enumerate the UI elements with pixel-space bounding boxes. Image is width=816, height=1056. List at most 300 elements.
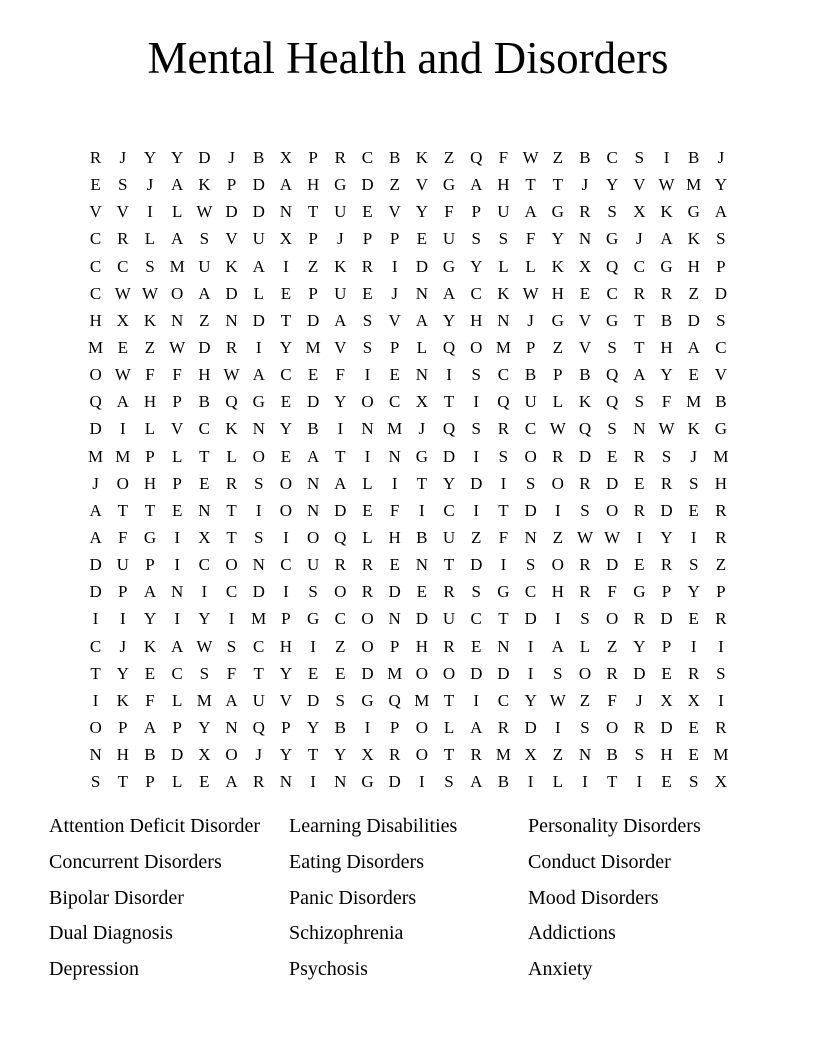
grid-letter: F [226,663,237,683]
grid-letter: E [335,663,346,683]
grid-letter: X [633,202,646,222]
grid-letter: Q [606,256,619,276]
grid-letter: I [92,609,99,629]
grid-letter: I [310,772,316,792]
grid-letter: A [143,717,157,737]
grid-letter: U [524,392,537,412]
grid-letter: P [716,256,726,276]
grid-letter: B [579,365,591,385]
grid-letter: V [714,365,728,385]
grid-letter: J [146,175,154,195]
grid-letter: C [606,283,618,303]
grid-letter: S [661,446,672,466]
grid-letter: N [415,555,428,575]
grid-letter: R [633,717,646,737]
grid-letter: Z [688,283,699,303]
grid-letter: N [279,772,293,792]
grid-letter: S [607,337,617,357]
grid-letter: S [580,609,590,629]
grid-letter: O [606,609,619,629]
grid-letter: W [549,690,566,710]
grid-letter: Y [143,148,157,167]
grid-letter: D [306,392,320,412]
grid-letter: P [661,582,672,602]
grid-letter: A [143,582,157,602]
grid-letter: D [252,202,265,222]
grid-letter: U [334,202,347,222]
grid-letter: O [225,745,238,765]
grid-letter: N [497,310,510,330]
grid-letter: A [551,636,564,656]
grid-letter: B [715,392,727,412]
grid-row [82,605,735,632]
grid-letter: E [416,582,428,602]
grid-letter: M [169,256,185,276]
grid-letter: P [525,337,536,357]
grid-row [82,415,735,442]
grid-letter: Y [279,337,293,357]
grid-letter: C [497,365,510,385]
grid-letter: A [633,365,646,385]
grid-letter: A [171,229,184,249]
grid-letter: S [362,310,373,330]
grid-letter: G [143,527,157,547]
grid-letter: S [716,310,726,330]
grid-letter: Y [687,582,700,602]
grid-letter: T [117,500,128,520]
grid-letter: I [364,717,371,737]
grid-letter: R [253,772,265,792]
grid-letter: O [470,337,483,357]
grid-letter: L [416,337,428,357]
grid-letter: X [714,772,728,792]
grid-letter: D [225,283,238,303]
grid-letter: S [308,582,318,602]
grid-letter: M [495,745,511,765]
grid-letter: P [118,582,128,602]
grid-letter: I [663,148,670,167]
grid-letter: E [688,365,699,385]
grid-letter: F [498,527,509,547]
grid-letter: X [524,745,537,765]
grid-letter: L [253,283,264,303]
grid-letter: S [634,392,645,412]
grid-letter: X [687,690,700,710]
grid-letter: S [444,772,454,792]
grid-letter: D [415,256,428,276]
grid-letter: K [687,229,700,249]
grid-letter: D [388,772,401,792]
grid-letter: C [198,555,211,575]
grid-letter: L [525,256,536,276]
grid-letter: O [334,582,347,602]
grid-letter: F [335,365,346,385]
grid-letter: J [119,636,127,656]
word-list-column-2 [289,809,528,988]
grid-letter: N [334,772,347,792]
grid-letter: C [524,419,537,439]
grid-letter: T [498,500,509,520]
grid-letter: D [606,473,619,493]
grid-letter: D [388,582,401,602]
grid-letter: D [687,310,700,330]
grid-letter: K [578,392,592,412]
grid-letter: X [361,745,374,765]
word-item: Anxiety [528,958,593,980]
grid-letter: R [715,717,727,737]
grid-letter: E [688,500,699,520]
grid-letter: T [552,175,563,195]
grid-letter: Z [199,310,210,330]
grid-letter: D [660,500,673,520]
grid-letter: S [607,202,617,222]
grid-letter: L [171,202,183,222]
grid-letter: I [554,500,561,520]
grid-letter: M [115,446,131,466]
grid-letter: P [389,337,400,357]
grid-letter: O [415,745,428,765]
grid-letter: I [527,772,534,792]
grid-letter: R [117,229,129,249]
grid-letter: H [551,582,564,602]
grid-letter: P [389,229,400,249]
grid-letter: Z [715,555,727,575]
grid-letter: R [470,745,482,765]
grid-letter: G [334,175,347,195]
grid-letter: S [471,365,481,385]
grid-letter: I [283,582,289,602]
grid-letter: E [362,283,373,303]
grid-letter: D [306,310,320,330]
grid-letter: Q [470,148,483,167]
grid-letter: T [307,202,319,222]
grid-letter: E [307,663,319,683]
grid-letter: F [607,690,617,710]
grid-letter: S [253,473,264,493]
grid-row [82,361,735,388]
grid-letter: R [225,337,238,357]
grid-letter: N [225,310,238,330]
grid-letter: X [279,229,293,249]
grid-letter: E [389,365,400,385]
grid-letter: M [305,337,321,357]
grid-letter: P [308,229,318,249]
grid-letter: A [171,636,184,656]
grid-letter: I [473,690,480,710]
grid-letter: I [310,636,316,656]
grid-letter: N [89,745,102,765]
grid-letter: S [145,256,155,276]
grid-letter: R [497,717,510,737]
grid-letter: F [661,392,672,412]
grid-letter: A [252,256,265,276]
grid-letter: E [280,446,292,466]
grid-letter: I [718,636,724,656]
word-item: Eating Disorders [289,850,424,873]
grid-letter: R [633,609,646,629]
grid-letter: I [718,690,724,710]
grid-letter: Q [225,392,238,412]
grid-letter: X [116,310,129,330]
grid-letter: W [114,283,131,303]
grid-letter: E [307,365,319,385]
grid-letter: O [578,663,592,683]
grid-letter: H [551,283,564,303]
word-item: Attention Deficit Disorder [49,815,261,837]
grid-letter: F [118,527,128,547]
grid-letter: R [579,555,591,575]
grid-letter: B [334,717,346,737]
grid-letter: K [660,202,673,222]
grid-letter: S [634,745,645,765]
grid-letter: T [226,500,237,520]
grid-letter: I [500,555,507,575]
grid-letter: D [89,419,102,439]
grid-letter: F [389,500,400,520]
grid-letter: R [633,500,646,520]
grid-letter: V [116,202,129,222]
grid-letter: I [283,527,289,547]
grid-row [82,470,735,497]
grid-letter: A [89,527,102,547]
grid-letter: W [141,283,158,303]
grid-letter: F [145,690,155,710]
grid-letter: S [90,772,101,792]
grid-letter: Z [552,337,563,357]
grid-letter: L [362,473,373,493]
grid-letter: C [225,582,238,602]
grid-letter: T [226,527,237,547]
word-search-grid [82,144,735,795]
grid-letter: P [471,202,481,222]
grid-letter: W [604,527,621,547]
grid-letter: O [551,473,564,493]
grid-letter: C [280,365,292,385]
grid-letter: H [714,473,728,493]
grid-letter: O [551,555,564,575]
grid-letter: P [172,717,182,737]
word-list-column-1 [49,809,289,988]
grid-letter: I [201,582,208,602]
grid-letter: I [174,527,180,547]
grid-letter: L [226,446,237,466]
grid-letter: T [634,310,645,330]
grid-letter: G [551,202,564,222]
grid-letter: N [306,473,320,493]
grid-letter: L [171,772,183,792]
grid-letter: L [171,446,183,466]
grid-letter: D [415,609,428,629]
grid-letter: U [252,229,265,249]
grid-letter: X [198,745,211,765]
grid-letter: O [279,473,293,493]
grid-letter: C [89,229,102,249]
grid-letter: W [549,419,566,439]
grid-letter: R [715,527,727,547]
grid-row [82,253,735,280]
grid-letter: E [199,473,210,493]
grid-letter: R [660,283,673,303]
grid-letter: H [497,175,510,195]
grid-letter: G [361,772,374,792]
grid-letter: T [443,690,455,710]
grid-letter: C [470,609,482,629]
grid-letter: D [524,609,537,629]
grid-letter: Z [552,745,563,765]
grid-letter: Y [470,256,483,276]
grid-row [82,687,735,714]
grid-letter: Y [198,717,211,737]
grid-letter: Y [660,365,673,385]
grid-letter: F [172,365,182,385]
grid-letter: E [688,717,699,737]
grid-letter: I [92,690,99,710]
grid-letter: T [117,772,128,792]
grid-letter: S [253,527,264,547]
grid-letter: Y [714,175,728,195]
grid-letter: N [252,419,265,439]
grid-letter: I [119,609,126,629]
grid-row [82,280,735,307]
grid-letter: A [415,310,428,330]
grid-letter: E [90,175,101,195]
grid-letter: H [687,256,700,276]
grid-letter: D [361,663,374,683]
grid-letter: B [253,148,265,167]
grid-letter: I [473,446,480,466]
grid-letter: I [283,256,289,276]
grid-letter: R [660,473,673,493]
grid-letter: A [334,473,347,493]
grid-letter: L [552,772,563,792]
grid-letter: Y [306,717,320,737]
grid-letter: S [226,636,237,656]
grid-letter: D [306,690,320,710]
grid-letter: S [688,772,699,792]
grid-letter: B [660,310,673,330]
grid-letter: V [388,202,401,222]
grid-letter: P [308,283,318,303]
grid-letter: B [524,365,537,385]
grid-letter: N [388,609,401,629]
grid-letter: F [607,582,617,602]
grid-letter: I [527,636,534,656]
grid-letter: B [688,148,700,167]
grid-letter: E [634,555,645,575]
grid-letter: Q [388,690,401,710]
grid-letter: S [525,473,536,493]
grid-letter: A [470,175,483,195]
grid-letter: S [716,229,726,249]
grid-letter: J [636,690,643,710]
grid-letter: V [279,690,293,710]
grid-letter: P [145,446,155,466]
word-item: Panic Disorders [289,886,417,909]
grid-letter: A [279,175,293,195]
grid-letter: M [414,690,430,710]
grid-row [82,578,735,605]
grid-letter: Q [606,365,619,385]
grid-letter: I [527,663,534,683]
grid-letter: S [471,582,481,602]
grid-letter: E [389,555,400,575]
grid-letter: T [525,175,536,195]
grid-letter: G [551,310,564,330]
grid-letter: N [415,365,428,385]
grid-letter: I [119,419,126,439]
grid-letter: I [174,555,180,575]
grid-letter: I [690,527,697,547]
grid-letter: I [554,609,561,629]
grid-letter: C [715,337,727,357]
grid-letter: G [415,446,428,466]
grid-letter: S [634,148,645,167]
grid-letter: Y [171,148,184,167]
grid-letter: Y [415,202,428,222]
grid-letter: J [690,446,698,466]
grid-letter: S [498,229,509,249]
grid-letter: V [225,229,238,249]
grid-letter: D [442,446,456,466]
grid-letter: D [497,663,510,683]
grid-letter: E [688,745,699,765]
grid-letter: T [280,310,292,330]
grid-letter: Z [335,636,346,656]
grid-row [82,443,735,470]
grid-letter: W [522,148,539,167]
grid-letter: L [498,256,509,276]
grid-letter: Y [143,609,157,629]
grid-letter: S [688,555,699,575]
grid-letter: M [713,745,729,765]
grid-letter: K [116,690,129,710]
grid-letter: N [415,283,428,303]
grid-letter: E [661,772,672,792]
grid-row [82,741,735,768]
grid-letter: W [658,419,675,439]
grid-letter: U [442,527,456,547]
grid-letter: H [306,175,320,195]
grid-letter: M [196,690,212,710]
grid-letter: N [171,310,184,330]
grid-letter: D [660,609,673,629]
puzzle-title: Mental Health and Disorders [147,33,669,83]
grid-letter: J [336,229,344,249]
grid-letter: I [690,636,697,656]
grid-letter: C [633,256,646,276]
grid-letter: F [444,202,454,222]
grid-letter: R [688,663,700,683]
grid-letter: U [334,283,347,303]
grid-letter: L [579,636,591,656]
grid-letter: H [279,636,293,656]
grid-letter: P [661,636,672,656]
grid-letter: T [90,663,101,683]
grid-letter: N [578,745,592,765]
grid-letter: M [686,175,702,195]
grid-letter: Z [144,337,156,357]
grid-letter: K [497,283,510,303]
word-item: Learning Disabilities [289,815,458,837]
grid-letter: V [388,310,401,330]
grid-letter: P [145,555,155,575]
grid-letter: B [388,148,401,167]
grid-letter: E [688,609,699,629]
grid-letter: C [470,283,482,303]
grid-letter: M [387,419,403,439]
grid-letter: C [198,419,211,439]
grid-letter: Y [606,175,619,195]
